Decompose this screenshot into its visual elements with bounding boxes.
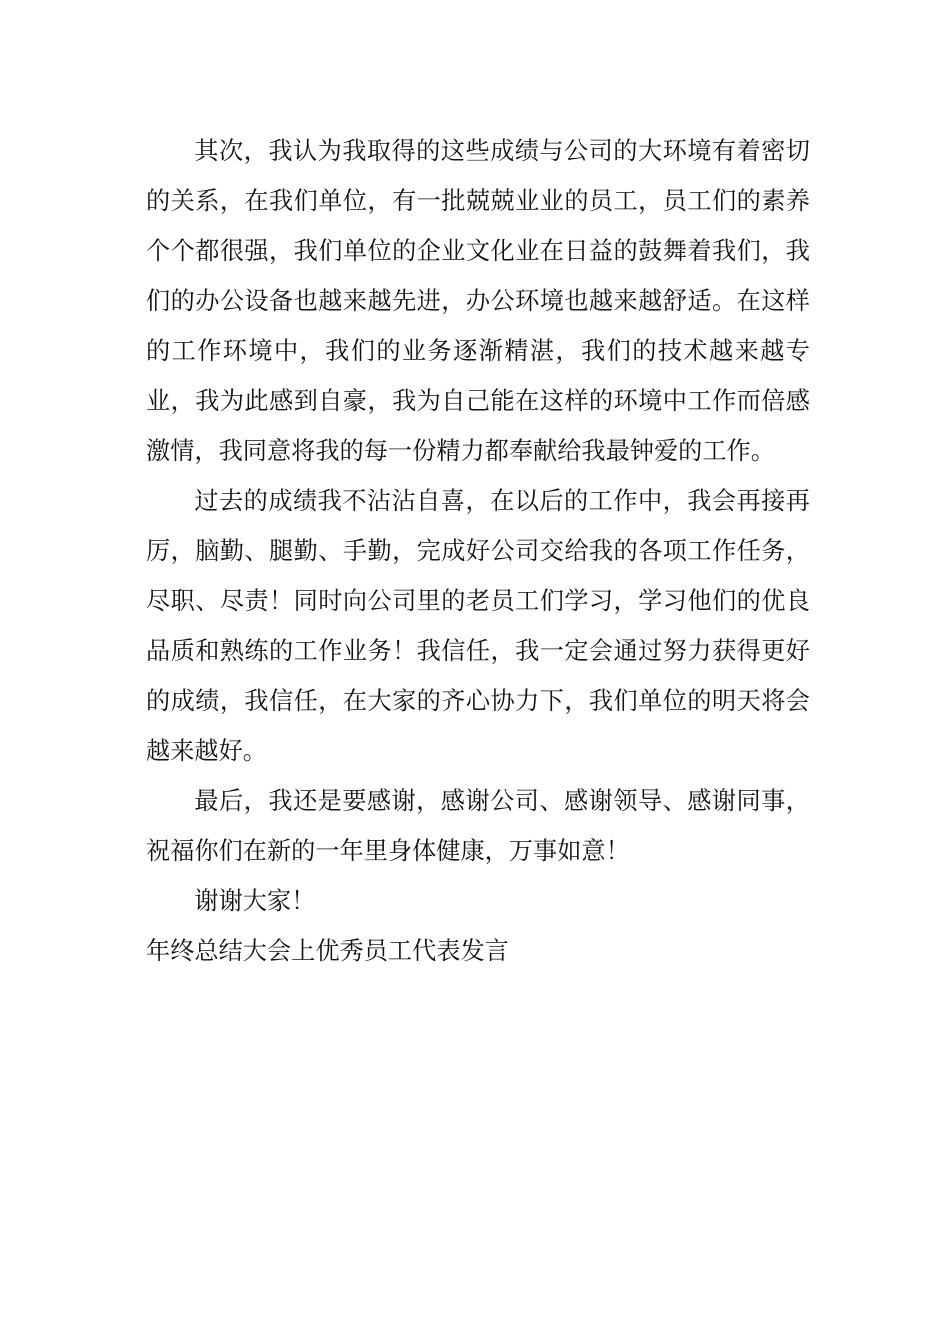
body-paragraph-1: 其次，我认为我取得的这些成绩与公司的大环境有着密切的关系，在我们单位，有一批兢兢业业的员工，员工们的素养个个都很强，我们单位的企业文化业在日益的鼓舞着我们，我们的办公设备也越来越先进，办公环境也越来越舒适。在这样的工作环境中，我们的业务逐渐精湛，我们的技术越来越专业，我为此感到自豪，我为自己能在这样的环境中工作而倍感激情，我同意将我的每一份精力都奉献给我最钟爱的工作。 <box>146 137 810 465</box>
body-paragraph-2: 过去的成绩我不沾沾自喜，在以后的工作中，我会再接再厉，脑勤、腿勤、手勤，完成好公司交给我的各项工作任务，尽职、尽责！同时向公司里的老员工们学习，学习他们的优良品质和熟练的工作业务！我信任，我一定会通过努力获得更好的成绩，我信任，在大家的齐心协力下，我们单位的明天将会越来越好。 <box>146 487 810 765</box>
document-title-line: 年终总结大会上优秀员工代表发言 <box>146 937 509 965</box>
body-paragraph-3: 最后，我还是要感谢，感谢公司、感谢领导、感谢同事，祝福你们在新的一年里身体健康，万事如意！ <box>146 787 810 865</box>
document-body <box>146 126 810 976</box>
closing-line: 谢谢大家！ <box>194 887 316 915</box>
